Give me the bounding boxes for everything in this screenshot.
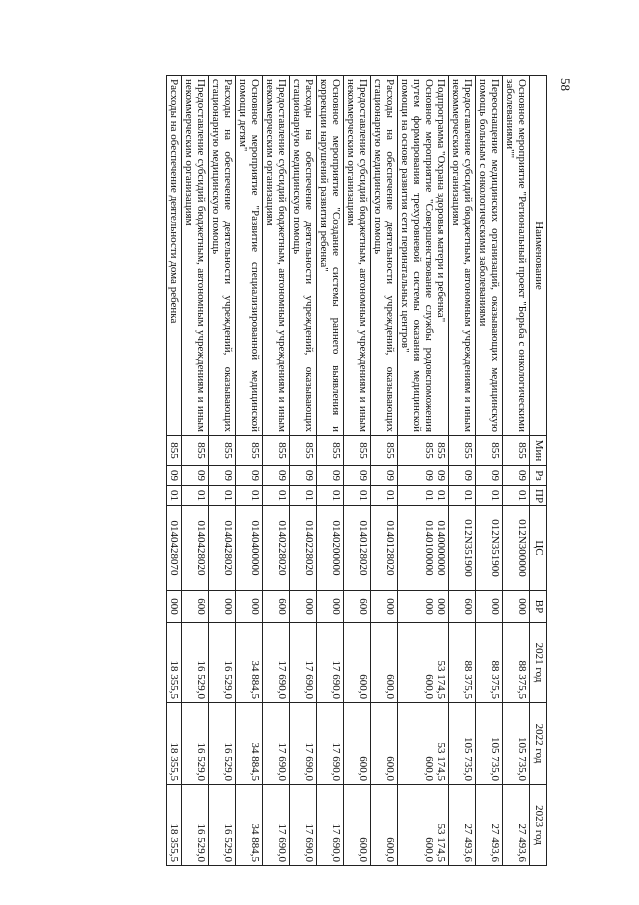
row-vr: 000 <box>290 591 317 623</box>
row-name: Основное мероприятие "Региональный проект "Борьба с онкологическими заболеваниями"" <box>503 76 530 436</box>
table-row <box>182 76 209 866</box>
row-2023: 18 355,5 <box>167 785 182 866</box>
row-pr: 01 <box>182 486 209 506</box>
row-2023: 600,0 <box>371 785 398 866</box>
row-2021: 17 690,0 <box>263 623 290 703</box>
row-cs: 012N351900 <box>449 506 476 591</box>
row-min-line: 855 <box>435 442 447 459</box>
row-2023-line: 53 174,5 <box>435 823 447 862</box>
row-vr: 600 <box>449 591 476 623</box>
row-vr: 000 <box>236 591 263 623</box>
row-name-line: Подпрограмма "Охрана здоровья матери и ребенка" <box>435 79 447 323</box>
row-pr: 01 <box>503 486 530 506</box>
row-cs: 0140228020 <box>263 506 290 591</box>
row-pr: 01 <box>449 486 476 506</box>
row-2023: 16 529,0 <box>182 785 209 866</box>
row-name: Основное мероприятие "Создание системы раннего выявления и коррекции нарушений развития ребенка" <box>317 76 344 436</box>
row-2022: 105 735,0 <box>503 703 530 785</box>
row-cs-line: 0140100000 <box>423 520 435 576</box>
table-row <box>503 76 530 866</box>
row-pr: 01 <box>371 486 398 506</box>
rotated-table-container <box>83 75 547 865</box>
row-2023: 17 690,0 <box>290 785 317 866</box>
row-vr-line: 000 <box>423 598 435 615</box>
row-cs <box>398 506 449 591</box>
row-2021: 16 529,0 <box>209 623 236 703</box>
row-cs: 012N351900 <box>476 506 503 591</box>
row-cs: 0140228020 <box>290 506 317 591</box>
table-row <box>290 76 317 866</box>
table-row <box>263 76 290 866</box>
table-row <box>167 76 182 866</box>
row-2022-line: 53 174,5 <box>435 742 447 781</box>
row-cs: 0140128020 <box>371 506 398 591</box>
row-name: Предоставление субсидий бюджетным, автономным учреждениям и иным некоммерческим организациям <box>182 76 209 436</box>
row-cs: 0140400000 <box>236 506 263 591</box>
row-2023: 17 690,0 <box>317 785 344 866</box>
row-2023 <box>398 785 449 866</box>
row-min: 855 <box>209 436 236 466</box>
page-number: 58 <box>558 78 573 91</box>
row-pr-line: 01 <box>423 490 435 501</box>
row-pr: 01 <box>263 486 290 506</box>
row-min: 855 <box>182 436 209 466</box>
row-rz: 09 <box>344 466 371 486</box>
row-name-line: Основное мероприятие "Совершенствование службы родовспоможения путем формирования трехуровневой системы оказания медицинской помощи на основе развития сети перинатальных центров" <box>399 79 435 432</box>
col-header-2022: 2022 год <box>530 703 547 785</box>
row-2021: 18 355,5 <box>167 623 182 703</box>
row-rz: 09 <box>209 466 236 486</box>
row-name: Переоснащение медицинских организаций, оказывающих медицинскую помощь больным с онкологическими заболеваниями <box>476 76 503 436</box>
row-2023-line: 600,0 <box>423 837 435 862</box>
row-vr: 000 <box>209 591 236 623</box>
row-vr: 000 <box>503 591 530 623</box>
row-name: Расходы на обеспечение деятельности учреждений, оказывающих стационарную медицинскую помощь <box>290 76 317 436</box>
row-cs: 0140200000 <box>317 506 344 591</box>
col-header-min: Мин <box>530 436 547 466</box>
row-2022: 105 735,0 <box>476 703 503 785</box>
row-2023: 600,0 <box>344 785 371 866</box>
row-cs: 0140128020 <box>344 506 371 591</box>
row-2022: 17 690,0 <box>317 703 344 785</box>
row-cs: 012N300000 <box>503 506 530 591</box>
row-2023: 17 690,0 <box>263 785 290 866</box>
row-rz: 09 <box>167 466 182 486</box>
row-name: Предоставление субсидий бюджетным, автономным учреждениям и иным некоммерческим организациям <box>344 76 371 436</box>
row-min: 855 <box>263 436 290 466</box>
col-header-cs: ЦС <box>530 506 547 591</box>
row-pr: 01 <box>344 486 371 506</box>
row-rz: 09 <box>476 466 503 486</box>
row-2022 <box>398 703 449 785</box>
table-row <box>209 76 236 866</box>
table-row <box>371 76 398 866</box>
row-vr: 000 <box>317 591 344 623</box>
row-name: Расходы на обеспечение деятельности дома ребенка <box>167 76 182 436</box>
row-2022: 34 884,5 <box>236 703 263 785</box>
row-vr: 600 <box>344 591 371 623</box>
row-2021 <box>398 623 449 703</box>
row-rz-line: 09 <box>423 470 435 481</box>
row-min: 855 <box>317 436 344 466</box>
row-vr-line: 000 <box>435 598 447 615</box>
row-vr: 000 <box>167 591 182 623</box>
col-header-name: Наименование <box>530 76 547 436</box>
table-row <box>449 76 476 866</box>
row-pr: 01 <box>209 486 236 506</box>
row-min: 855 <box>236 436 263 466</box>
row-2022: 18 355,5 <box>167 703 182 785</box>
row-rz: 09 <box>236 466 263 486</box>
row-rz: 09 <box>503 466 530 486</box>
row-2021: 600,0 <box>371 623 398 703</box>
row-vr: 600 <box>182 591 209 623</box>
row-min: 855 <box>449 436 476 466</box>
row-pr: 01 <box>290 486 317 506</box>
row-min: 855 <box>371 436 398 466</box>
row-2022: 105 735,0 <box>449 703 476 785</box>
row-pr-line: 01 <box>435 490 447 501</box>
row-vr: 000 <box>476 591 503 623</box>
col-header-2023: 2023 год <box>530 785 547 866</box>
row-rz: 09 <box>290 466 317 486</box>
row-2023: 27 493,6 <box>476 785 503 866</box>
row-rz-line: 09 <box>435 470 447 481</box>
row-vr: 000 <box>371 591 398 623</box>
row-pr: 01 <box>167 486 182 506</box>
row-2022: 16 529,0 <box>182 703 209 785</box>
row-rz: 09 <box>449 466 476 486</box>
row-name: Предоставление субсидий бюджетным, автономным учреждениям и иным некоммерческим организациям <box>449 76 476 436</box>
row-vr: 600 <box>263 591 290 623</box>
row-name <box>398 76 449 436</box>
row-2021: 17 690,0 <box>317 623 344 703</box>
row-pr <box>398 486 449 506</box>
row-name: Основное мероприятие "Развитие специализированной медицинской помощи детям" <box>236 76 263 436</box>
row-min <box>398 436 449 466</box>
row-2021-line: 600,0 <box>423 674 435 699</box>
col-header-vr: ВР <box>530 591 547 623</box>
row-cs-line: 0140000000 <box>435 520 447 576</box>
row-2022: 600,0 <box>371 703 398 785</box>
row-min: 855 <box>344 436 371 466</box>
table-row <box>344 76 371 866</box>
table-row <box>476 76 503 866</box>
row-rz: 09 <box>182 466 209 486</box>
row-2022: 16 529,0 <box>209 703 236 785</box>
row-2021: 88 375,5 <box>503 623 530 703</box>
row-2022: 600,0 <box>344 703 371 785</box>
row-2023: 27 493,6 <box>503 785 530 866</box>
row-2021-line: 53 174,5 <box>435 660 447 699</box>
row-min-line: 855 <box>423 442 435 459</box>
row-2021: 17 690,0 <box>290 623 317 703</box>
col-header-pr: ПР <box>530 486 547 506</box>
table-header-row <box>530 76 547 866</box>
row-2021: 34 884,5 <box>236 623 263 703</box>
row-cs: 0140428070 <box>167 506 182 591</box>
table-row <box>317 76 344 866</box>
row-2023: 34 884,5 <box>236 785 263 866</box>
row-cs: 0140428020 <box>182 506 209 591</box>
row-min: 855 <box>167 436 182 466</box>
row-2023: 27 493,6 <box>449 785 476 866</box>
row-name: Расходы на обеспечение деятельности учреждений, оказывающих стационарную медицинскую помощь <box>209 76 236 436</box>
row-2022-line: 600,0 <box>423 756 435 781</box>
row-min: 855 <box>503 436 530 466</box>
row-min: 855 <box>290 436 317 466</box>
row-name: Расходы на обеспечение деятельности учреждений, оказывающих стационарную медицинскую помощь <box>371 76 398 436</box>
table-row <box>236 76 263 866</box>
row-vr <box>398 591 449 623</box>
col-header-2021: 2021 год <box>530 623 547 703</box>
budget-table <box>166 75 547 866</box>
row-rz <box>398 466 449 486</box>
row-2021: 88 375,5 <box>476 623 503 703</box>
row-cs: 0140428020 <box>209 506 236 591</box>
row-2021: 16 529,0 <box>182 623 209 703</box>
row-rz: 09 <box>317 466 344 486</box>
row-pr: 01 <box>476 486 503 506</box>
row-2023: 16 529,0 <box>209 785 236 866</box>
row-min: 855 <box>476 436 503 466</box>
row-2022: 17 690,0 <box>290 703 317 785</box>
row-name: Предоставление субсидий бюджетным, автономным учреждениям и иным некоммерческим организациям <box>263 76 290 436</box>
row-2022: 17 690,0 <box>263 703 290 785</box>
row-rz: 09 <box>371 466 398 486</box>
table-row <box>398 76 449 866</box>
row-2021: 600,0 <box>344 623 371 703</box>
row-pr: 01 <box>236 486 263 506</box>
row-rz: 09 <box>263 466 290 486</box>
col-header-rz: Рз <box>530 466 547 486</box>
row-2021: 88 375,5 <box>449 623 476 703</box>
row-pr: 01 <box>317 486 344 506</box>
